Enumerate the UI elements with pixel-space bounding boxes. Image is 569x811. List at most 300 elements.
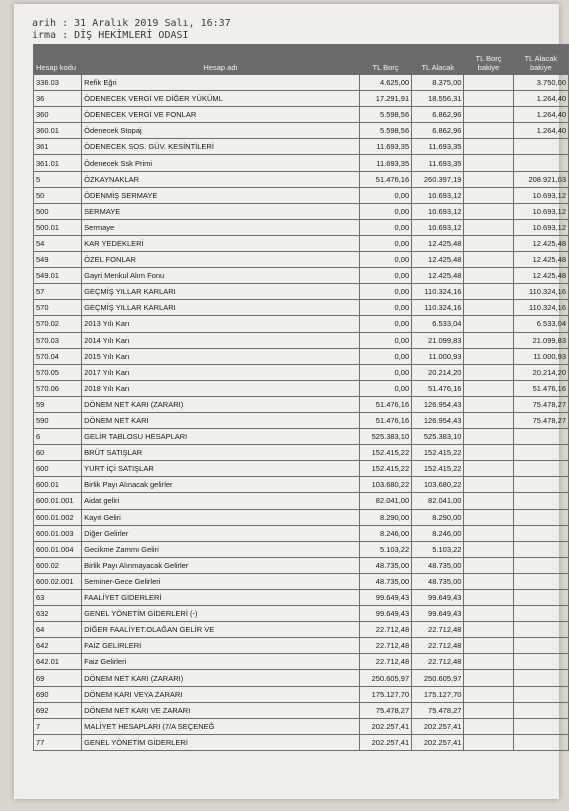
cell-debit: 152.415,22 [359,445,411,461]
cell-code: 50 [34,187,82,203]
cell-credit: 126.954,43 [412,396,464,412]
cell-debit-balance [464,654,513,670]
cell-credit: 48.735,00 [412,557,464,573]
cell-credit-balance [513,139,568,155]
cell-code: 59 [34,396,82,412]
cell-credit-balance: 51.476,16 [513,380,568,396]
table-row [34,412,569,428]
cell-debit-balance [464,316,513,332]
cell-debit-balance [464,686,513,702]
table-row [34,686,569,702]
cell-code: 570.03 [34,332,82,348]
cell-credit: 525.383,10 [412,429,464,445]
cell-credit: 6.862,96 [412,107,464,123]
cell-credit: 5.103,22 [412,541,464,557]
table-row [34,187,569,203]
table-row [34,702,569,718]
cell-name: GENEL YÖNETİM GİDERLERİ (-) [82,606,360,622]
cell-credit: 12.425,48 [412,268,464,284]
cell-debit: 82.041,00 [359,493,411,509]
cell-code: 570.02 [34,316,82,332]
cell-debit: 0,00 [359,268,411,284]
cell-code: 690 [34,686,82,702]
table-body [34,75,569,751]
cell-credit: 21.099,83 [412,332,464,348]
cell-debit-balance [464,718,513,734]
cell-name: 2017 Yılı Karı [82,364,360,380]
table-row [34,509,569,525]
cell-name: 2013 Yılı Karı [82,316,360,332]
cell-credit: 11.000,93 [412,348,464,364]
cell-credit-balance [513,477,568,493]
table-row [34,139,569,155]
table-row [34,429,569,445]
table-row [34,573,569,589]
cell-credit-balance [513,573,568,589]
cell-name: Aidat geliri [82,493,360,509]
cell-credit: 75.478,27 [412,702,464,718]
cell-code: 692 [34,702,82,718]
cell-credit-balance: 10.693,12 [513,203,568,219]
cell-credit: 8.290,00 [412,509,464,525]
cell-credit-balance: 1.264,40 [513,107,568,123]
cell-credit-balance [513,541,568,557]
cell-debit: 0,00 [359,332,411,348]
cell-debit-balance [464,590,513,606]
cell-debit: 175.127,70 [359,686,411,702]
cell-debit-balance [464,493,513,509]
table-row [34,606,569,622]
cell-name: GEÇMİŞ YILLAR KARLARI [82,300,360,316]
cell-credit: 99.649,43 [412,606,464,622]
cell-credit: 11.693,35 [412,139,464,155]
cell-credit: 51.476,16 [412,380,464,396]
cell-name: Ödenecek Ssk Primi [82,155,360,171]
cell-debit-balance [464,461,513,477]
cell-code: 600.01.004 [34,541,82,557]
cell-name: DÖNEM NET KARI VE ZARARI [82,702,360,718]
cell-credit: 152.415,22 [412,461,464,477]
cell-debit: 99.649,43 [359,606,411,622]
cell-code: 549.01 [34,268,82,284]
cell-name: DİĞER FAALİYET.OLAĞAN GELİR VE [82,622,360,638]
cell-name: KAR YEDEKLERİ [82,235,360,251]
cell-name: ÖDENECEK SOS. GÜV. KESİNTİLERİ [82,139,360,155]
cell-credit-balance: 3.750,00 [513,75,568,91]
cell-debit: 11.693,35 [359,139,411,155]
cell-debit: 51.476,16 [359,396,411,412]
cell-code: 570.06 [34,380,82,396]
cell-credit-balance [513,654,568,670]
cell-debit: 0,00 [359,252,411,268]
cell-debit-balance [464,606,513,622]
cell-credit: 8.246,00 [412,525,464,541]
cell-code: 36 [34,91,82,107]
cell-credit-balance: 11.000,93 [513,348,568,364]
cell-credit: 126.954,43 [412,412,464,428]
cell-name: Gayri Menkul Alım Fonu [82,268,360,284]
cell-credit-balance [513,622,568,638]
table-row [34,219,569,235]
cell-code: 6 [34,429,82,445]
table-row [34,107,569,123]
cell-credit-balance: 20.214,20 [513,364,568,380]
cell-code: 600.02.001 [34,573,82,589]
table-row [34,203,569,219]
cell-credit-balance [513,686,568,702]
cell-debit-balance [464,573,513,589]
cell-credit-balance [513,638,568,654]
cell-debit: 22.712,48 [359,638,411,654]
col-header-name: Hesap adı [82,45,360,75]
table-row [34,91,569,107]
cell-code: 600.01.001 [34,493,82,509]
cell-name: FAİZ GELİRLERİ [82,638,360,654]
cell-credit: 12.425,48 [412,252,464,268]
cell-name: DÖNEM NET KARI [82,412,360,428]
cell-code: 500 [34,203,82,219]
cell-credit: 48.735,00 [412,573,464,589]
cell-debit: 0,00 [359,348,411,364]
table-row [34,493,569,509]
cell-name: 2014 Yılı Karı [82,332,360,348]
table-row [34,123,569,139]
cell-name: Refik Eğri [82,75,360,91]
cell-code: 63 [34,590,82,606]
cell-debit: 8.290,00 [359,509,411,525]
cell-name: 2015 Yılı Karı [82,348,360,364]
table-row [34,590,569,606]
col-header-credit-balance: TL Alacak bakiye [513,45,568,75]
cell-name: Sermaye [82,219,360,235]
cell-code: 642.01 [34,654,82,670]
cell-name: Diğer Gelirler [82,525,360,541]
table-row [34,670,569,686]
cell-name: ÖZEL FONLAR [82,252,360,268]
table-row [34,622,569,638]
cell-credit: 10.693,12 [412,219,464,235]
cell-debit-balance [464,300,513,316]
cell-debit: 202.257,41 [359,718,411,734]
cell-debit-balance [464,509,513,525]
cell-code: 60 [34,445,82,461]
table-row [34,541,569,557]
table-row [34,445,569,461]
cell-credit-balance [513,155,568,171]
cell-debit: 0,00 [359,316,411,332]
cell-debit: 99.649,43 [359,590,411,606]
cell-code: 7 [34,718,82,734]
cell-credit-balance: 75.478,27 [513,412,568,428]
cell-name: 2018 Yılı Karı [82,380,360,396]
cell-name: GENEL YÖNETİM GİDERLERİ [82,734,360,750]
cell-debit-balance [464,445,513,461]
cell-credit: 110.324,16 [412,284,464,300]
cell-debit: 22.712,48 [359,654,411,670]
table-row [34,654,569,670]
cell-name: Birlik Payı Alınmayacak Gelirler [82,557,360,573]
cell-credit-balance [513,670,568,686]
cell-name: SERMAYE [82,203,360,219]
col-header-code: Hesap kodu [34,45,82,75]
table-row [34,171,569,187]
cell-debit: 0,00 [359,300,411,316]
cell-debit-balance [464,155,513,171]
cell-name: ÖDENECEK VERGİ VE DİĞER YÜKÜML [82,91,360,107]
table-row [34,348,569,364]
cell-code: 64 [34,622,82,638]
cell-debit-balance [464,702,513,718]
cell-debit-balance [464,429,513,445]
cell-code: 5 [34,171,82,187]
table-row [34,477,569,493]
cell-code: 361.01 [34,155,82,171]
cell-debit: 4.625,00 [359,75,411,91]
cell-debit-balance [464,412,513,428]
cell-debit-balance [464,622,513,638]
cell-name: Kayıt Geliri [82,509,360,525]
cell-credit-balance: 10.693,12 [513,187,568,203]
cell-debit-balance [464,252,513,268]
cell-credit: 12.425,48 [412,235,464,251]
cell-credit: 202.257,41 [412,718,464,734]
table-row [34,525,569,541]
cell-credit-balance: 6.533,04 [513,316,568,332]
col-header-credit: TL Alacak [412,45,464,75]
cell-debit: 0,00 [359,235,411,251]
cell-credit: 6.533,04 [412,316,464,332]
table-row [34,268,569,284]
table-row [34,461,569,477]
cell-credit-balance: 1.264,40 [513,123,568,139]
cell-debit-balance [464,557,513,573]
cell-name: DÖNEM NET KARI (ZARARI) [82,396,360,412]
cell-name: YURT İÇİ SATIŞLAR [82,461,360,477]
cell-credit-balance: 110.324,16 [513,284,568,300]
cell-name: Ödenecek Stopaj [82,123,360,139]
cell-debit-balance [464,219,513,235]
cell-debit: 152.415,22 [359,461,411,477]
cell-debit-balance [464,670,513,686]
cell-debit-balance [464,171,513,187]
table-row [34,252,569,268]
cell-debit-balance [464,75,513,91]
cell-credit-balance [513,445,568,461]
cell-credit-balance [513,590,568,606]
cell-debit-balance [464,284,513,300]
cell-debit-balance [464,123,513,139]
cell-debit-balance [464,203,513,219]
cell-debit-balance [464,187,513,203]
cell-code: 57 [34,284,82,300]
cell-debit: 0,00 [359,219,411,235]
cell-credit-balance [513,525,568,541]
cell-name: MALİYET HESAPLARI (7/A SEÇENEĞ [82,718,360,734]
cell-credit-balance: 208.921,03 [513,171,568,187]
cell-debit-balance [464,734,513,750]
table-row [34,332,569,348]
trial-balance-table [33,44,569,751]
cell-name: GELİR TABLOSU HESAPLARI [82,429,360,445]
table-row [34,638,569,654]
cell-name: DÖNEM NET KARI (ZARARI) [82,670,360,686]
cell-credit: 22.712,48 [412,638,464,654]
cell-debit: 0,00 [359,284,411,300]
cell-debit-balance [464,107,513,123]
cell-credit: 20.214,20 [412,364,464,380]
cell-credit: 202.257,41 [412,734,464,750]
cell-name: ÖDENMİŞ SERMAYE [82,187,360,203]
cell-credit-balance: 110.324,16 [513,300,568,316]
cell-debit: 48.735,00 [359,573,411,589]
table-row [34,364,569,380]
cell-credit-balance: 12.425,48 [513,268,568,284]
cell-debit-balance [464,139,513,155]
cell-debit-balance [464,396,513,412]
cell-credit-balance [513,557,568,573]
cell-code: 600.02 [34,557,82,573]
cell-code: 600.01 [34,477,82,493]
cell-code: 570.05 [34,364,82,380]
cell-debit: 75.478,27 [359,702,411,718]
cell-code: 360 [34,107,82,123]
cell-credit-balance [513,718,568,734]
cell-code: 600.01.003 [34,525,82,541]
table-row [34,316,569,332]
cell-credit: 8.375,00 [412,75,464,91]
cell-code: 590 [34,412,82,428]
cell-credit-balance [513,509,568,525]
cell-debit-balance [464,525,513,541]
cell-credit-balance [513,702,568,718]
cell-debit: 103.680,22 [359,477,411,493]
cell-credit: 152.415,22 [412,445,464,461]
cell-debit: 0,00 [359,364,411,380]
cell-debit: 5.103,22 [359,541,411,557]
cell-name: Birlik Payı Alınacak gelirler [82,477,360,493]
cell-code: 500.01 [34,219,82,235]
cell-code: 77 [34,734,82,750]
cell-name: ÖDENECEK VERGİ VE FONLAR [82,107,360,123]
cell-code: 336.03 [34,75,82,91]
cell-debit-balance [464,235,513,251]
cell-debit: 5.598,56 [359,123,411,139]
cell-name: FAALİYET GİDERLERİ [82,590,360,606]
cell-debit: 0,00 [359,187,411,203]
cell-code: 360.01 [34,123,82,139]
table-row [34,284,569,300]
cell-credit-balance: 12.425,48 [513,252,568,268]
cell-debit-balance [464,364,513,380]
cell-credit: 82.041,00 [412,493,464,509]
cell-credit: 10.693,12 [412,203,464,219]
cell-name: Faiz Gelirleri [82,654,360,670]
cell-debit: 51.476,16 [359,171,411,187]
cell-credit-balance [513,429,568,445]
cell-credit: 99.649,43 [412,590,464,606]
cell-credit: 260.397,19 [412,171,464,187]
cell-debit: 0,00 [359,380,411,396]
cell-debit: 525.383,10 [359,429,411,445]
cell-credit-balance [513,606,568,622]
cell-debit: 8.246,00 [359,525,411,541]
report-firm-line: irma : DİŞ HEKİMLERİ ODASI [32,30,189,41]
cell-credit: 6.862,96 [412,123,464,139]
cell-credit: 110.324,16 [412,300,464,316]
cell-debit: 202.257,41 [359,734,411,750]
cell-debit-balance [464,541,513,557]
cell-credit: 10.693,12 [412,187,464,203]
cell-credit-balance: 12.425,48 [513,235,568,251]
cell-debit-balance [464,380,513,396]
cell-name: DÖNEM KARI VEYA ZARARI [82,686,360,702]
cell-code: 69 [34,670,82,686]
cell-debit-balance [464,477,513,493]
table-row [34,155,569,171]
cell-code: 600 [34,461,82,477]
cell-credit: 175.127,70 [412,686,464,702]
cell-debit-balance [464,332,513,348]
cell-credit-balance [513,461,568,477]
cell-credit-balance: 75.478,27 [513,396,568,412]
table-row [34,380,569,396]
cell-code: 632 [34,606,82,622]
cell-debit-balance [464,638,513,654]
cell-code: 361 [34,139,82,155]
cell-credit-balance: 1.264,40 [513,91,568,107]
cell-debit-balance [464,348,513,364]
cell-debit-balance [464,268,513,284]
cell-debit: 22.712,48 [359,622,411,638]
cell-code: 54 [34,235,82,251]
cell-debit: 5.598,56 [359,107,411,123]
cell-debit: 0,00 [359,203,411,219]
cell-name: Seminer-Gece Gelirleri [82,573,360,589]
table-row [34,557,569,573]
cell-name: BRÜT SATIŞLAR [82,445,360,461]
cell-code: 549 [34,252,82,268]
table-row [34,396,569,412]
table-row [34,235,569,251]
cell-credit: 22.712,48 [412,622,464,638]
cell-credit: 250.605,97 [412,670,464,686]
cell-debit: 51.476,16 [359,412,411,428]
cell-credit-balance [513,734,568,750]
table-row [34,718,569,734]
cell-credit: 18.556,31 [412,91,464,107]
cell-debit: 17.291,91 [359,91,411,107]
cell-credit: 22.712,48 [412,654,464,670]
cell-name: ÖZKAYNAKLAR [82,171,360,187]
cell-name: Gecikme Zammı Geliri [82,541,360,557]
cell-code: 570 [34,300,82,316]
cell-credit-balance [513,493,568,509]
table-header-row [34,45,569,75]
table-row [34,75,569,91]
cell-code: 642 [34,638,82,654]
cell-debit-balance [464,91,513,107]
cell-code: 570.04 [34,348,82,364]
cell-debit: 11.693,35 [359,155,411,171]
col-header-debit: TL Borç [359,45,411,75]
cell-code: 600.01.002 [34,509,82,525]
col-header-debit-balance: TL Borç bakiye [464,45,513,75]
cell-debit: 250.605,97 [359,670,411,686]
table-row [34,300,569,316]
cell-credit: 103.680,22 [412,477,464,493]
table-row [34,734,569,750]
cell-name: GEÇMİŞ YILLAR KARLARI [82,284,360,300]
